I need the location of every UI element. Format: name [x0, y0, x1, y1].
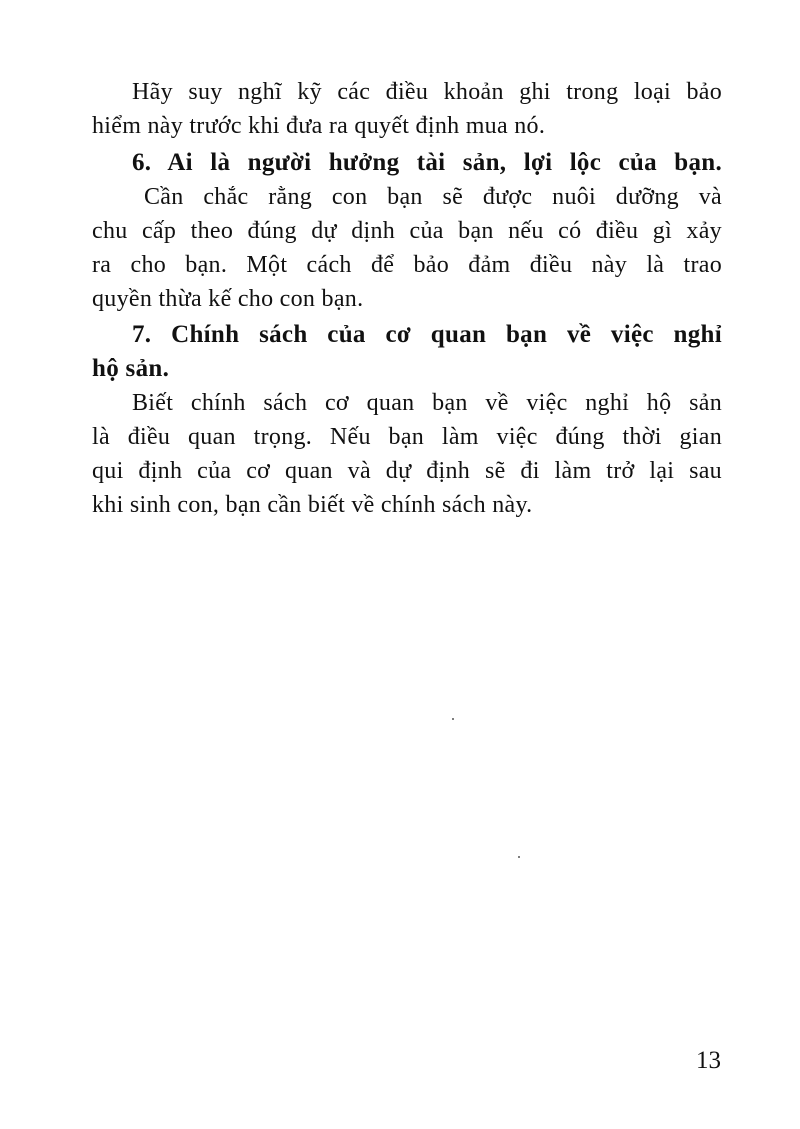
paragraph-line: quyền thừa kế cho con bạn.: [92, 286, 364, 312]
paragraph-line: ra cho bạn. Một cách để bảo đảm điều này là trao: [92, 252, 722, 278]
paragraph-line: Biết chính sách cơ quan bạn về việc nghỉ hộ sản: [132, 390, 722, 416]
paragraph-line: Hãy suy nghĩ kỹ các điều khoản ghi trong loại bảo: [132, 79, 722, 105]
scan-speck: [518, 856, 520, 858]
section-heading-7-cont: hộ sản.: [92, 355, 170, 382]
section-heading-6: 6. Ai là người hưởng tài sản, lợi lộc của bạn.: [132, 149, 722, 176]
paragraph-line: Cần chắc rằng con bạn sẽ được nuôi dưỡng và: [144, 184, 722, 210]
paragraph-line: là điều quan trọng. Nếu bạn làm việc đúng thời gian: [92, 424, 722, 450]
section-heading-7: 7. Chính sách của cơ quan bạn về việc nghỉ: [132, 321, 722, 348]
page-number: 13: [696, 1047, 721, 1074]
paragraph-line: chu cấp theo đúng dự dịnh của bạn nếu có điều gì xảy: [92, 218, 722, 244]
paragraph-line: qui định của cơ quan và dự định sẽ đi làm trở lại sau: [92, 458, 722, 484]
paragraph-line: hiểm này trước khi đưa ra quyết định mua nó.: [92, 113, 546, 139]
paragraph-line: khi sinh con, bạn cần biết về chính sách này.: [92, 492, 533, 518]
scan-speck: [452, 718, 454, 720]
